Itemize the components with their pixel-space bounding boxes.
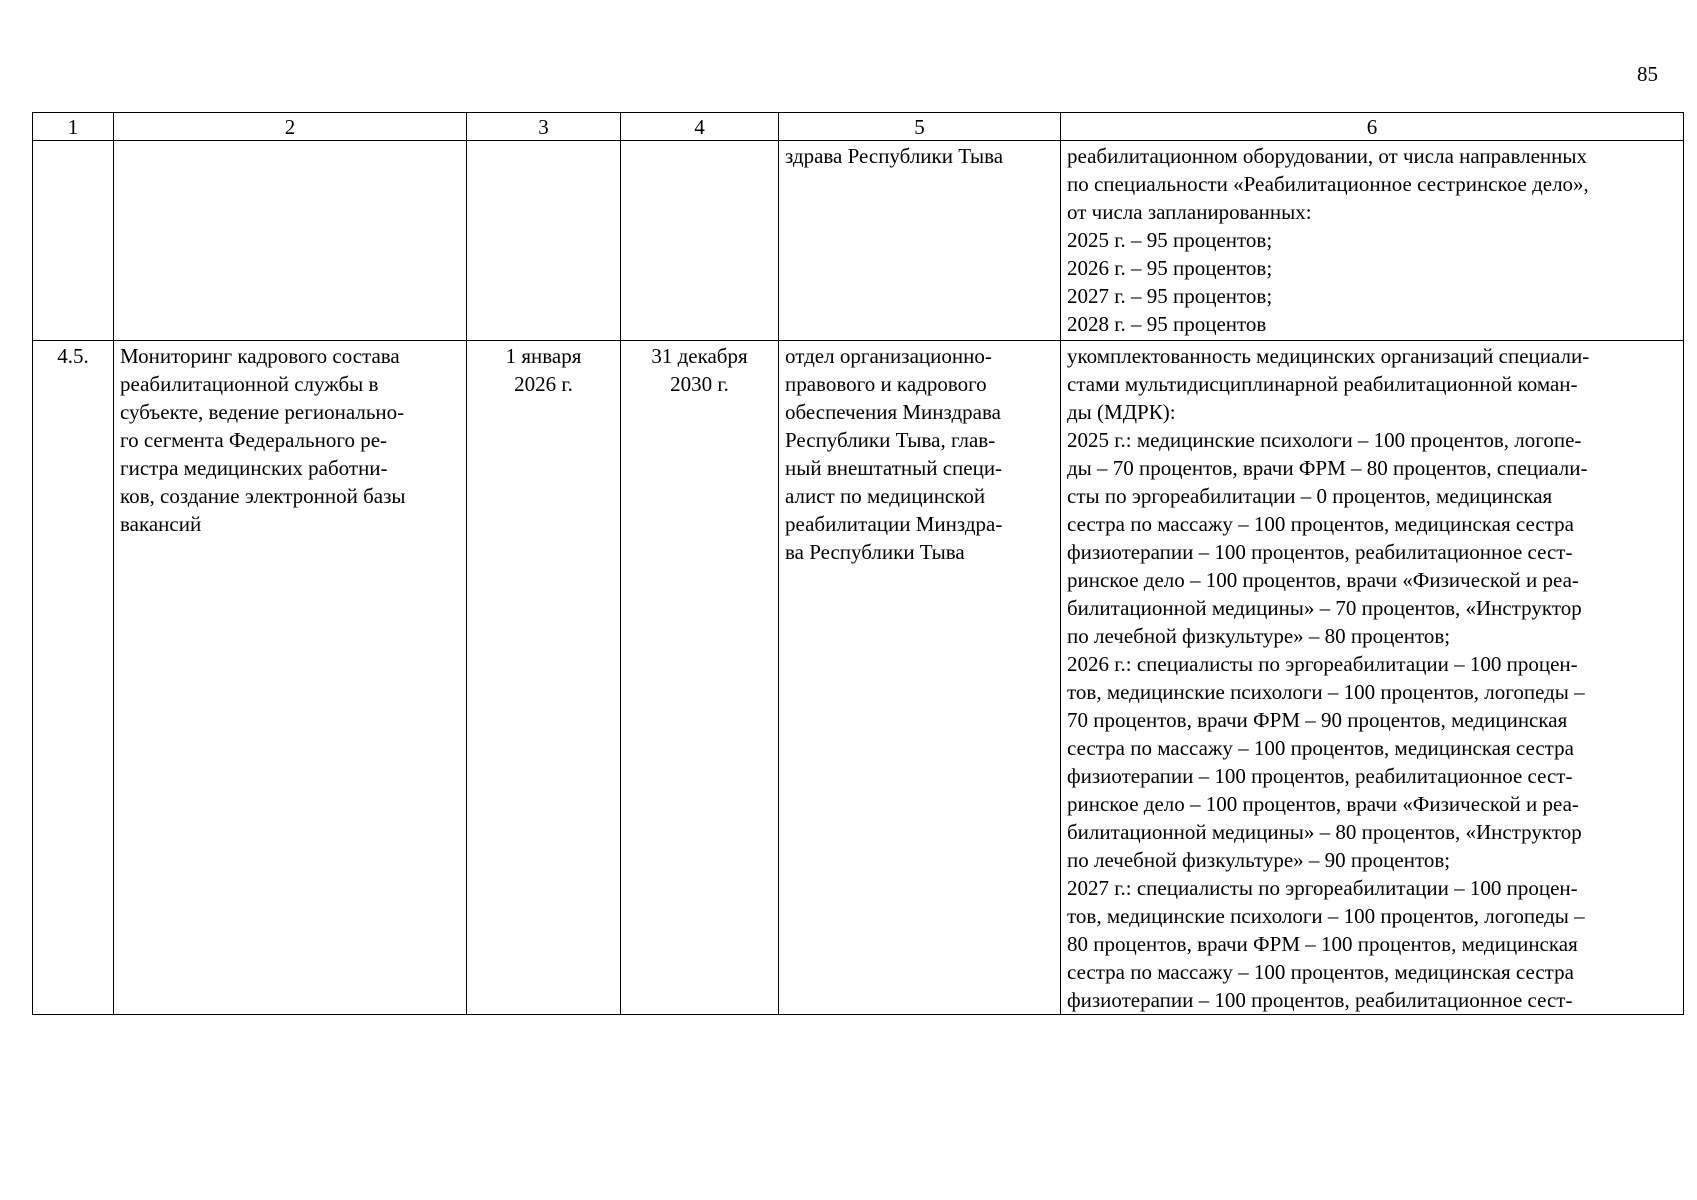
text-line: отдел организационно- [785,344,992,368]
responsible-cell [779,141,1061,341]
page-number: 85 [1637,62,1658,86]
text-line: 2027 г.: специалисты по эргореабилитации – 100 процен- [1067,876,1578,900]
text-line: алист по медицинской [785,484,986,508]
result-cell [1061,341,1684,1015]
text-line: физиотерапии – 100 процентов, реабилитационное сест- [1067,764,1573,788]
item-number-cell [33,141,114,341]
text-line: билитационной медицины» – 80 процентов, «Инструктор [1067,820,1582,844]
text-line: 2028 г. – 95 процентов [1067,312,1267,336]
table-row [33,341,1684,1015]
column-number-row [33,113,1684,141]
column-header-5: 5 [779,113,1061,141]
column-header-3: 3 [467,113,621,141]
text-line: 2026 г. [514,372,573,396]
text-line: сестра по массажу – 100 процентов, медицинская сестра [1067,960,1574,984]
column-header-1: 1 [33,113,114,141]
end-date-cell [621,141,779,341]
column-header-4: 4 [621,113,779,141]
text-line: 2026 г. – 95 процентов; [1067,256,1273,280]
text-line: 4.5. [57,344,89,368]
text-line: 2027 г. – 95 процентов; [1067,284,1273,308]
text-line: от числа запланированных: [1067,200,1312,224]
text-line: ды – 70 процентов, врачи ФРМ – 80 процентов, специали- [1067,456,1588,480]
text-line: 31 декабря [651,344,748,368]
column-header-2: 2 [114,113,467,141]
text-line: здрава Республики Тыва [785,144,1004,168]
text-line: 80 процентов, врачи ФРМ – 100 процентов, медицинская [1067,932,1578,956]
text-line: реабилитационной службы в [120,372,379,396]
text-line: субъекте, ведение регионально- [120,400,405,424]
text-line: обеспечения Минздрава [785,400,1001,424]
text-line: го сегмента Федерального ре- [120,428,388,452]
text-line: по специальности «Реабилитационное сестринское дело», [1067,172,1589,196]
text-line: по лечебной физкультуре» – 90 процентов; [1067,848,1451,872]
text-line: стами мультидисциплинарной реабилитационной коман- [1067,372,1578,396]
text-line: физиотерапии – 100 процентов, реабилитационное сест- [1067,988,1573,1012]
text-line: ва Республики Тыва [785,540,965,564]
text-line: 2025 г. – 95 процентов; [1067,228,1273,252]
text-line: ный внештатный специ- [785,456,1003,480]
text-line: реабилитационном оборудовании, от числа направленных [1067,144,1588,168]
text-line: по лечебной физкультуре» – 80 процентов; [1067,624,1451,648]
responsible-cell [779,341,1061,1015]
end-date-cell [621,341,779,1015]
item-number-cell [33,341,114,1015]
text-line: вакансий [120,512,202,536]
plan-table [32,112,1684,1015]
text-line: 2030 г. [670,372,729,396]
text-line: физиотерапии – 100 процентов, реабилитационное сест- [1067,540,1573,564]
text-line: укомплектованность медицинских организаций специали- [1067,344,1590,368]
text-line: билитационной медицины» – 70 процентов, «Инструктор [1067,596,1582,620]
text-line: реабилитации Минздра- [785,512,1003,536]
text-line: 70 процентов, врачи ФРМ – 90 процентов, медицинская [1067,708,1568,732]
text-line: тов, медицинские психологи – 100 процентов, логопеды – [1067,904,1585,928]
text-line: ков, создание электронной базы [120,484,406,508]
text-line: Мониторинг кадрового состава [120,344,400,368]
text-line: гистра медицинских работни- [120,456,388,480]
text-line: правового и кадрового [785,372,987,396]
text-line: сты по эргореабилитации – 0 процентов, медицинская [1067,484,1553,508]
column-header-6: 6 [1061,113,1684,141]
start-date-cell [467,141,621,341]
text-line: Республики Тыва, глав- [785,428,996,452]
text-line: ринское дело – 100 процентов, врачи «Физической и реа- [1067,568,1579,592]
text-line: ды (МДРК): [1067,400,1176,424]
text-line: 2025 г.: медицинские психологи – 100 процентов, логопе- [1067,428,1582,452]
action-cell [114,141,467,341]
table-row [33,141,1684,341]
action-cell [114,341,467,1015]
start-date-cell [467,341,621,1015]
text-line: тов, медицинские психологи – 100 процентов, логопеды – [1067,680,1585,704]
text-line: 1 января [505,344,582,368]
text-line: сестра по массажу – 100 процентов, медицинская сестра [1067,736,1574,760]
text-line: сестра по массажу – 100 процентов, медицинская сестра [1067,512,1574,536]
result-cell [1061,141,1684,341]
text-line: 2026 г.: специалисты по эргореабилитации – 100 процен- [1067,652,1578,676]
text-line: ринское дело – 100 процентов, врачи «Физической и реа- [1067,792,1579,816]
